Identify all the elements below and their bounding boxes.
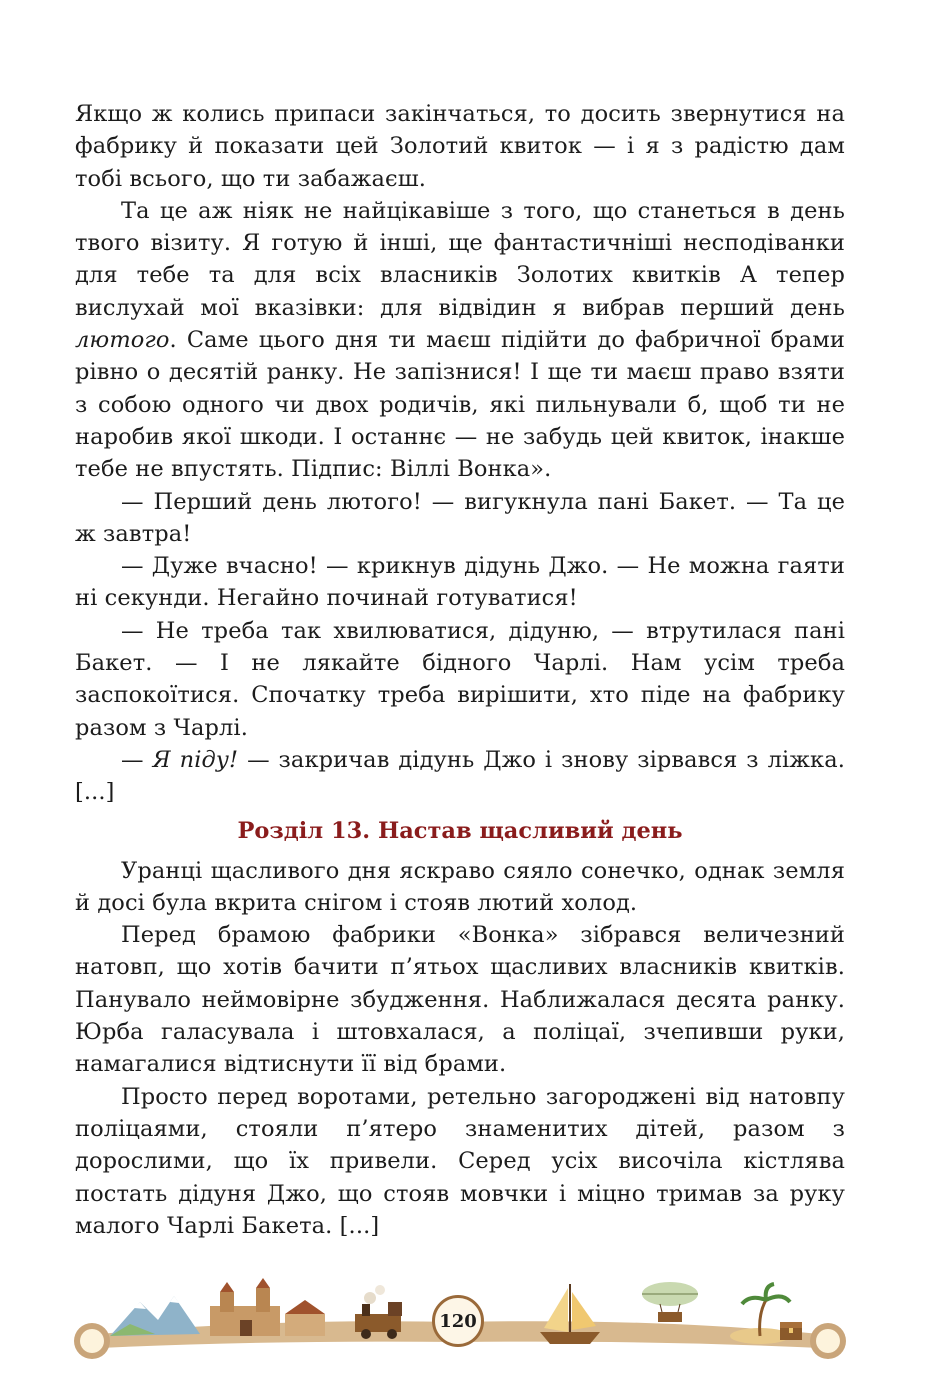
train-icon [355,1285,402,1339]
castle-icon [210,1278,325,1336]
paragraph-7: Уранці щасливого дня яскраво сяяло сонечко, однак земля й досі була вкрита снігом і стояв лютий холод. [75,857,845,916]
right-medallion-icon [810,1323,846,1359]
chapter-title: Розділ 13. Настав щасливий день [237,817,683,844]
paragraph-6 [75,744,845,809]
paragraph-6-part-1: — [121,746,153,773]
page-text [75,98,845,1242]
sailing-ship-icon [540,1284,600,1344]
paragraph-9: Просто перед воротами, ретельно загороджені від натовпу поліцаями, стояли п’ятеро знаменитих дітей, разом з дорослими, що їх привели. Серед усіх височіла кістлява постать дідуня Джо, що стояв мовчки і міцно тримав за руку малого Чарлі Бакета. [...] [75,1083,845,1239]
paragraph-6-italic: Я піду! [152,746,239,773]
paragraph-2 [75,195,845,486]
paragraph-5: — Не треба так хвилюватися, дідуню, — втрутилася пані Бакет. — І не лякайте бідного Чарлі. Нам усім треба заспокоїтися. Спочатку треба вирішити, хто піде на фабрику разом з Чарлі. [75,617,845,741]
footer-decoration [70,1278,850,1370]
paragraph-6-part-2: — закричав дідунь Джо і знову зірвався з ліжка. [...] [75,746,845,806]
paragraph-8: Перед брамою фабрики «Вонка» зібрався величезний натовп, що хотів бачити п’ятьох щасливих власників квитків. Панувало неймовірне збудження. Наближалася десята ранку. Юрба галасувала і штовхалася, а поліцаї, зчепивши руки, намагалися відтиснути її від брами. [75,922,845,1078]
treasure-chest-icon [780,1322,802,1340]
paragraph-2-italic: лютого [75,327,170,354]
left-medallion-icon [74,1323,110,1359]
airship-icon [642,1282,698,1322]
paragraph-2-part-2: . Саме цього дня ти маєш підійти до фабричної брами рівно о десятій ранку. Не запізнися! І ще ти маєш право взяти з собою одного чи двох родичів, які пильнували б, щоб ти не наробив якої шкоди. І останнє — не забудь цей квиток, інакше тебе не впустять. Підпис: Віллі Вонка». [75,327,845,483]
paragraph-1: Якщо ж колись припаси закінчаться, то досить звернутися на фабрику й показати цей Золотий квиток — і я з радістю дам тобі всього, що ти забажаєш. [75,101,845,192]
paragraph-3: — Перший день лютого! — вигукнула пані Бакет. — Та це ж завтра! [75,488,845,547]
page-number: 120 [432,1295,484,1347]
mountains-icon [110,1296,200,1336]
paragraph-2-part-1: Та це аж ніяк не найцікавіше з того, що станеться в день твого візиту. Я готую й інші, ще фантастичніші несподіванки для тебе та для всіх власників Золотих квитків А тепер вислухай мої вказівки: для відвідин я вибрав перший день [75,197,845,321]
paragraph-4: — Дуже вчасно! — крикнув дідунь Джо. — Не можна гаяти ні секунди. Негайно починай готуватися! [75,553,845,612]
